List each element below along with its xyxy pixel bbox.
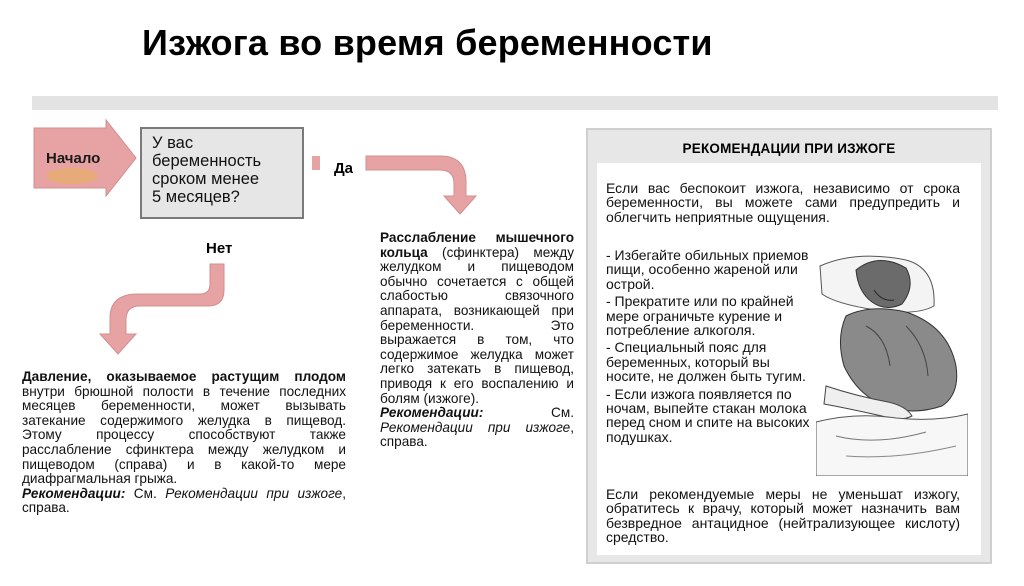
question-box bbox=[140, 127, 304, 219]
sphincter-rec-see: См. bbox=[483, 405, 574, 421]
pressure-explanation bbox=[22, 370, 346, 516]
list-item: - Избегайте обильных приемов пищи, особенно жареной или острой. bbox=[606, 247, 809, 292]
sphincter-body: (сфинктера) между желудком и пищеводом обычно сочетается с общей слабостью связочного аппарата, возникающей при беременности. Это выражается в том, что содержимое желудка может легко затекать в пищевод, приводя к его воспалению и болям (изжоге). bbox=[380, 244, 574, 406]
list-item: - Прекратите или по крайней мере ограничьте курение и потребление алкоголя. bbox=[606, 293, 794, 339]
pressure-body: внутри брюшной полости в течение последних месяцев беременности, может вызывать затекание содержимого желудка в пищевод. Этому процессу способствуют также расслабление сфинктера между желудком и пищеводом (справа) и в какой-то мере диафрагмальная грыжа. bbox=[22, 383, 346, 487]
pressure-rec-see: См. bbox=[125, 485, 166, 501]
start-label: Начало bbox=[46, 150, 101, 167]
pressure-rec-link: Рекомендации при изжоге bbox=[165, 485, 343, 501]
no-arrow bbox=[100, 264, 224, 354]
question-line: сроком менее bbox=[152, 170, 260, 188]
pressure-rec-tail: , справа. bbox=[22, 485, 347, 516]
yes-label: Да bbox=[334, 160, 354, 177]
no-label: Нет bbox=[206, 240, 233, 257]
recommendations-list bbox=[606, 248, 812, 447]
list-item: - Если изжога появляется по ночам, выпейте стакан молока перед сном и спите на высоких подушках. bbox=[606, 385, 810, 445]
question-line: 5 месяцев? bbox=[152, 188, 240, 206]
recommendations-intro: Если вас беспокоит изжога, независимо от срока беременности, вы можете сами предупредить и облегчить неприятные ощущения. bbox=[606, 180, 960, 225]
sphincter-heading: Расслабление мышечного кольца bbox=[380, 230, 574, 260]
sleeping-pregnant-woman-illustration bbox=[816, 246, 968, 476]
sphincter-rec-label: Рекомендации: bbox=[380, 405, 484, 421]
recommendations-heading: РЕКОМЕНДАЦИИ ПРИ ИЗЖОГЕ bbox=[682, 141, 896, 156]
sphincter-explanation bbox=[380, 231, 574, 450]
list-item: - Специальный пояс для беременных, который вы носите, не должен быть тугим. bbox=[606, 339, 806, 385]
pressure-heading: Давление, оказываемое растущим плодом bbox=[22, 369, 346, 384]
sphincter-rec-link: Рекомендации при изжоге bbox=[380, 419, 571, 435]
pressure-rec-label: Рекомендации: bbox=[22, 485, 126, 501]
page-title: Изжога во время беременности bbox=[142, 22, 713, 63]
sphincter-rec-tail: , справа. bbox=[380, 419, 574, 450]
question-line: У вас bbox=[152, 134, 194, 152]
question-line: беременность bbox=[152, 152, 262, 170]
recommendations-closing: Если рекомендуемые меры не уменьшат изжогу, обратитесь к врачу, который может назначить вам безвредное антацидное (нейтрализующее кислоту) средство. bbox=[606, 486, 960, 546]
